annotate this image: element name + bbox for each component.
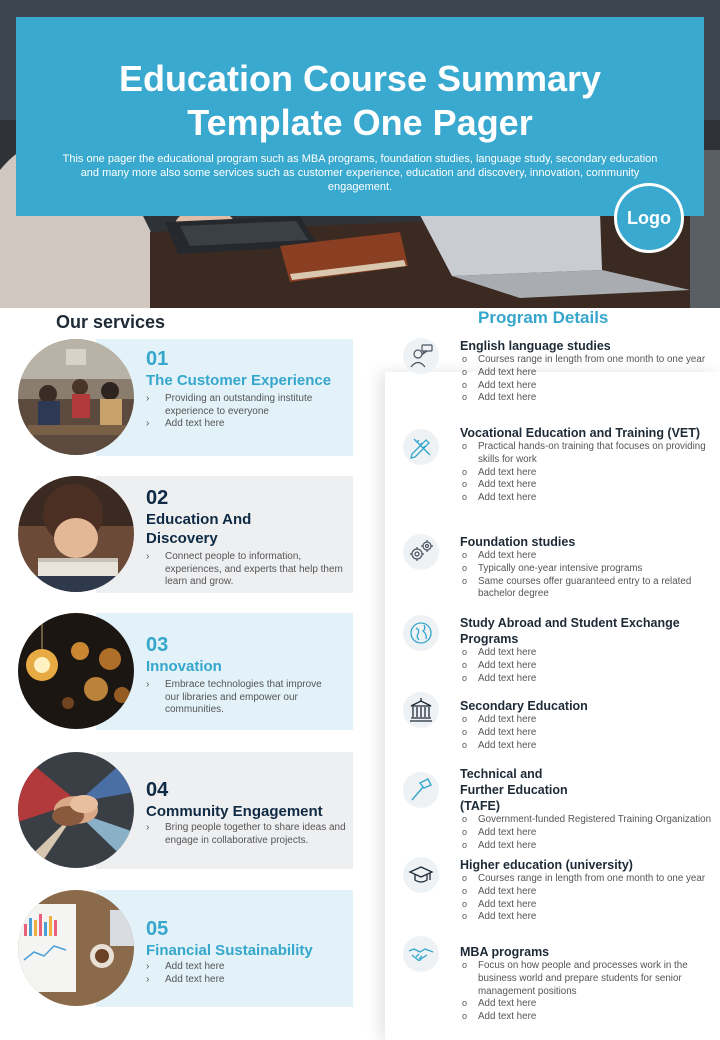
hero-banner [0, 0, 720, 308]
program-bullet: o Add text here [460, 647, 715, 660]
service-number: 02 [146, 487, 169, 509]
program-body [460, 338, 715, 405]
service-item [146, 633, 351, 717]
program-bullet: o Add text here [460, 899, 715, 912]
program-bullets [460, 550, 715, 601]
program-bullet: o Add text here [460, 886, 715, 899]
program-bullet: o Add text here [460, 660, 715, 673]
program-title: Study Abroad and Student Exchange Programs [460, 616, 680, 646]
page-title: Education Course Summary Template One Pager [118, 58, 602, 143]
service-title: Education And Discovery [146, 511, 252, 547]
program-bullet: o Courses range in length from one month to one year [460, 873, 715, 886]
program-title: Vocational Education and Training (VET) [460, 426, 701, 440]
program-body [460, 534, 715, 601]
service-item [146, 347, 351, 431]
program-bullet: o Add text here [460, 827, 715, 840]
program-bullet: o Add text here [460, 492, 715, 505]
handshake-icon [403, 936, 439, 972]
program-bullet: o Add text here [460, 380, 715, 393]
service-bullet: › Embrace technologies that improve our libraries and empower our communities. [146, 679, 326, 717]
program-bullet: o Add text here [460, 392, 715, 405]
program-bullet: o Typically one-year intensive programs [460, 563, 715, 576]
teacher-icon [403, 338, 439, 374]
service-number: 03 [146, 634, 169, 656]
service-bullet: › Connect people to information, experiences, and experts that help them learn and grow. [146, 551, 351, 589]
service-bullets [146, 961, 351, 986]
program-bullet: o Add text here [460, 998, 715, 1011]
service-photo-light-bulbs [18, 613, 134, 729]
program-bullet: o Practical hands-on training that focuses on providing skills for work [460, 441, 715, 467]
program-title: Technical and Further Education (TAFE) [460, 767, 568, 813]
page-subtitle: This one pager the educational program such as MBA programs, foundation studies, language study, secondary education and many more also some services such as customer experience, education and discovery, innovation, community engagement. [62, 153, 658, 193]
program-bullet: o Same courses offer guaranteed entry to a related bachelor degree [460, 576, 715, 602]
program-bullet: o Add text here [460, 479, 715, 492]
service-title: Innovation [146, 658, 222, 675]
building-icon [403, 692, 439, 728]
service-item [146, 778, 351, 847]
program-body [460, 766, 715, 852]
program-bullet: o Add text here [460, 714, 715, 727]
logo-text: Logo [627, 207, 671, 228]
service-bullet: › Add text here [146, 418, 351, 431]
graduation-cap-icon [403, 857, 439, 893]
service-title: The Customer Experience [146, 372, 332, 389]
program-title: English language studies [460, 339, 611, 353]
program-title: Higher education (university) [460, 858, 633, 872]
program-title: Secondary Education [460, 699, 588, 713]
title-box [16, 17, 704, 216]
service-photo-child-reading [18, 476, 134, 592]
globe-icon [403, 615, 439, 651]
program-title: Foundation studies [460, 535, 576, 549]
program-body [460, 698, 715, 752]
service-bullet: › Bring people together to share ideas and engage in collaborative projects. [146, 822, 351, 847]
program-bullet: o Courses range in length from one month to one year [460, 354, 715, 367]
service-photo-classroom [18, 339, 134, 455]
service-photo-stacked-hands [18, 752, 134, 868]
program-bullets [460, 647, 715, 685]
program-bullet: o Add text here [460, 840, 715, 853]
program-details-title: Program Details [478, 308, 609, 327]
program-bullet: o Add text here [460, 740, 715, 753]
program-bullets [460, 960, 715, 1024]
program-bullet: o Add text here [460, 727, 715, 740]
program-bullet: o Add text here [460, 467, 715, 480]
service-number: 05 [146, 918, 169, 940]
service-bullet: › Providing an outstanding institute experience to everyone [146, 393, 351, 418]
program-body [460, 857, 715, 924]
program-bullets [460, 714, 715, 752]
service-title: Community Engagement [146, 803, 323, 820]
services-title: Our services [56, 312, 166, 332]
program-bullet: o Add text here [460, 673, 715, 686]
service-bullets [146, 822, 351, 847]
program-title: MBA programs [460, 945, 550, 959]
pencil-ruler-icon [403, 429, 439, 465]
program-bullet: o Add text here [460, 1011, 715, 1024]
service-bullets [146, 679, 351, 717]
hammer-icon [403, 772, 439, 808]
program-bullet: o Add text here [460, 367, 715, 380]
program-bullet: o Add text here [460, 911, 715, 924]
service-bullets [146, 551, 351, 589]
service-item [146, 917, 351, 986]
service-photo-financial-charts [18, 890, 134, 1006]
program-body [460, 615, 715, 685]
service-title: Financial Sustainability [146, 942, 313, 959]
service-bullet: › Add text here [146, 974, 351, 987]
gears-icon [403, 534, 439, 570]
service-bullets [146, 393, 351, 431]
service-number: 04 [146, 779, 169, 801]
service-number: 01 [146, 348, 169, 370]
program-bullet: o Add text here [460, 550, 715, 563]
program-bullets [460, 441, 715, 505]
service-item [146, 486, 351, 589]
program-bullet: o Focus on how people and processes work in the business world and prepare students for senior management positions [460, 960, 715, 998]
service-bullet: › Add text here [146, 961, 351, 974]
program-body [460, 425, 715, 505]
program-bullets [460, 354, 715, 405]
logo-badge [614, 183, 684, 253]
program-bullet: o Government-funded Registered Training Organization [460, 814, 715, 827]
program-body [460, 944, 715, 1024]
program-bullets [460, 873, 715, 924]
program-bullets [460, 814, 715, 852]
